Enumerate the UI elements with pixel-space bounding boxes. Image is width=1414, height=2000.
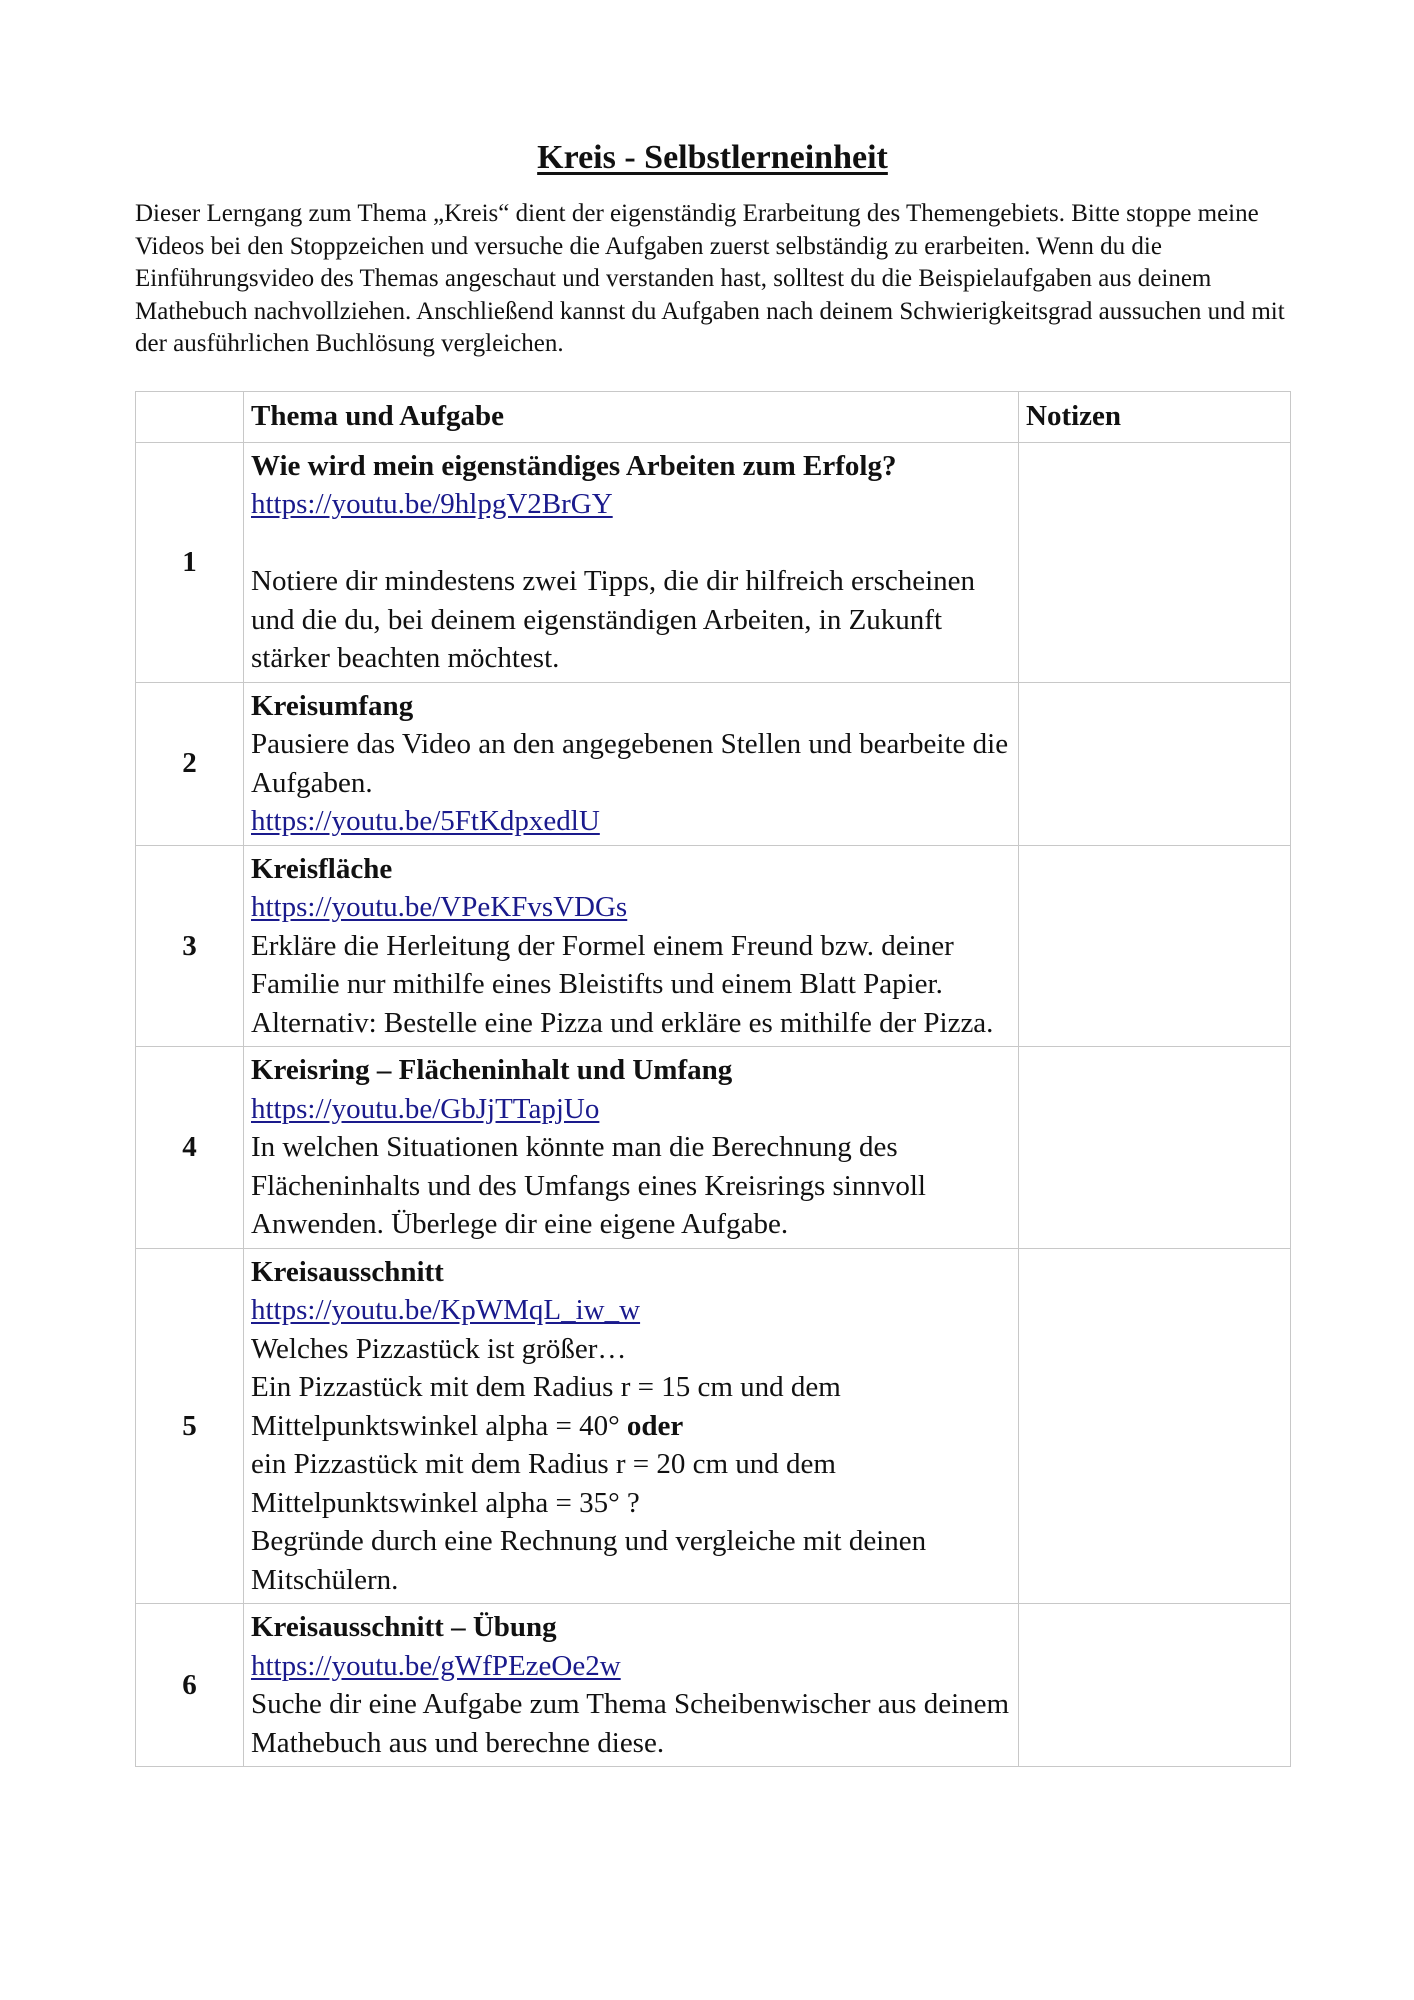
- video-link[interactable]: https://youtu.be/VPeKFvsVDGs: [251, 891, 628, 923]
- notes-cell[interactable]: [1019, 1604, 1291, 1767]
- table-row: [136, 845, 1291, 1047]
- topic-cell: [244, 845, 1019, 1047]
- row-number: 3: [136, 845, 244, 1047]
- task-text: Begründe durch eine Rechnung und vergleiche mit deinen Mitschülern.: [251, 1525, 927, 1596]
- header-topic: Thema und Aufgabe: [244, 391, 1019, 442]
- option-two: ein Pizzastück mit dem Radius r = 20 cm und dem Mittelpunktswinkel alpha = 35° ?: [251, 1448, 836, 1519]
- table-header-row: [136, 391, 1291, 442]
- notes-cell[interactable]: [1019, 1047, 1291, 1249]
- row-number: 5: [136, 1248, 244, 1604]
- video-link[interactable]: https://youtu.be/KpWMqL_iw_w: [251, 1294, 641, 1326]
- video-link[interactable]: https://youtu.be/gWfPEzeOe2w: [251, 1649, 621, 1682]
- option-one-text: Ein Pizzastück mit dem Radius r = 15 cm und dem Mittelpunktswinkel alpha = 40°: [251, 1371, 841, 1442]
- topic-cell: [244, 1604, 1019, 1767]
- notes-cell[interactable]: [1019, 845, 1291, 1047]
- topic-title: Kreisausschnitt: [251, 1255, 444, 1288]
- notes-cell[interactable]: [1019, 1248, 1291, 1604]
- table-row: [136, 1604, 1291, 1767]
- page-title: Kreis - Selbstlerneinheit: [537, 139, 888, 176]
- topic-cell: [244, 682, 1019, 845]
- video-link[interactable]: https://youtu.be/5FtKdpxedlU: [251, 805, 600, 837]
- task-text: In welchen Situationen könnte man die Berechnung des Flächeninhalts und des Umfangs eines Kreisrings sinnvoll Anwenden. Überlege dir eine eigene Aufgabe.: [251, 1131, 926, 1240]
- question-text: Welches Pizzastück ist größer…: [251, 1332, 627, 1365]
- intro-paragraph: Dieser Lerngang zum Thema „Kreis“ dient der eigenständig Erarbeitung des Themengebiets. Bitte stoppe meine Videos bei den Stoppzeichen und versuche die Aufgaben zuerst selbständig zu erarbeiten. Wenn du die Einführungsvideo des Themas angeschaut und verstanden hast, solltest du die Beispielaufgaben aus deinem Mathebuch nachvollziehen. Anschließend kannst du Aufgaben nach deinem Schwierigkeitsgrad aussuchen und mit der ausführlichen Buchlösung vergleichen.: [135, 200, 1285, 357]
- topic-title: Kreisausschnitt – Übung: [251, 1611, 557, 1643]
- row-number: 4: [136, 1047, 244, 1249]
- task-text: Pausiere das Video an den angegebenen Stellen und bearbeite die Aufgaben.: [251, 728, 1009, 799]
- row-number: 1: [136, 442, 244, 682]
- connector-word: oder: [626, 1409, 684, 1442]
- table-row: [136, 1047, 1291, 1249]
- spacer: [251, 524, 1011, 563]
- video-link[interactable]: https://youtu.be/GbJjTTapjUo: [251, 1092, 600, 1125]
- option-one: [251, 1368, 1011, 1445]
- task-table: [135, 391, 1291, 1768]
- header-notes: Notizen: [1019, 391, 1291, 442]
- header-number: [136, 391, 244, 442]
- table-row: [136, 1248, 1291, 1604]
- task-text: Notiere dir mindestens zwei Tipps, die dir hilfreich erscheinen und die du, bei deinem eigenständigen Arbeiten, in Zukunft stärker beachten möchtest.: [251, 565, 976, 674]
- row-number: 2: [136, 682, 244, 845]
- table-row: [136, 682, 1291, 845]
- document-page: [135, 128, 1290, 1767]
- topic-title: Kreisfläche: [251, 852, 393, 885]
- topic-title: Wie wird mein eigenständiges Arbeiten zum Erfolg?: [251, 449, 897, 482]
- topic-cell: [244, 1248, 1019, 1604]
- task-text: Erkläre die Herleitung der Formel einem Freund bzw. deiner Familie nur mithilfe eines Bleistifts und einem Blatt Papier. Alternativ: Bestelle eine Pizza und erkläre es mithilfe der Pizza.: [251, 929, 994, 1039]
- topic-title: Kreisring – Flächeninhalt und Umfang: [251, 1054, 733, 1086]
- notes-cell[interactable]: [1019, 682, 1291, 845]
- row-number: 6: [136, 1604, 244, 1767]
- topic-title: Kreisumfang: [251, 689, 414, 722]
- topic-cell: [244, 442, 1019, 682]
- task-text: Suche dir eine Aufgabe zum Thema Scheibenwischer aus deinem Mathebuch aus und berechne diese.: [251, 1688, 1010, 1759]
- notes-cell[interactable]: [1019, 442, 1291, 682]
- table-row: [136, 442, 1291, 682]
- topic-cell: [244, 1047, 1019, 1249]
- video-link[interactable]: https://youtu.be/9hlpgV2BrGY: [251, 488, 613, 520]
